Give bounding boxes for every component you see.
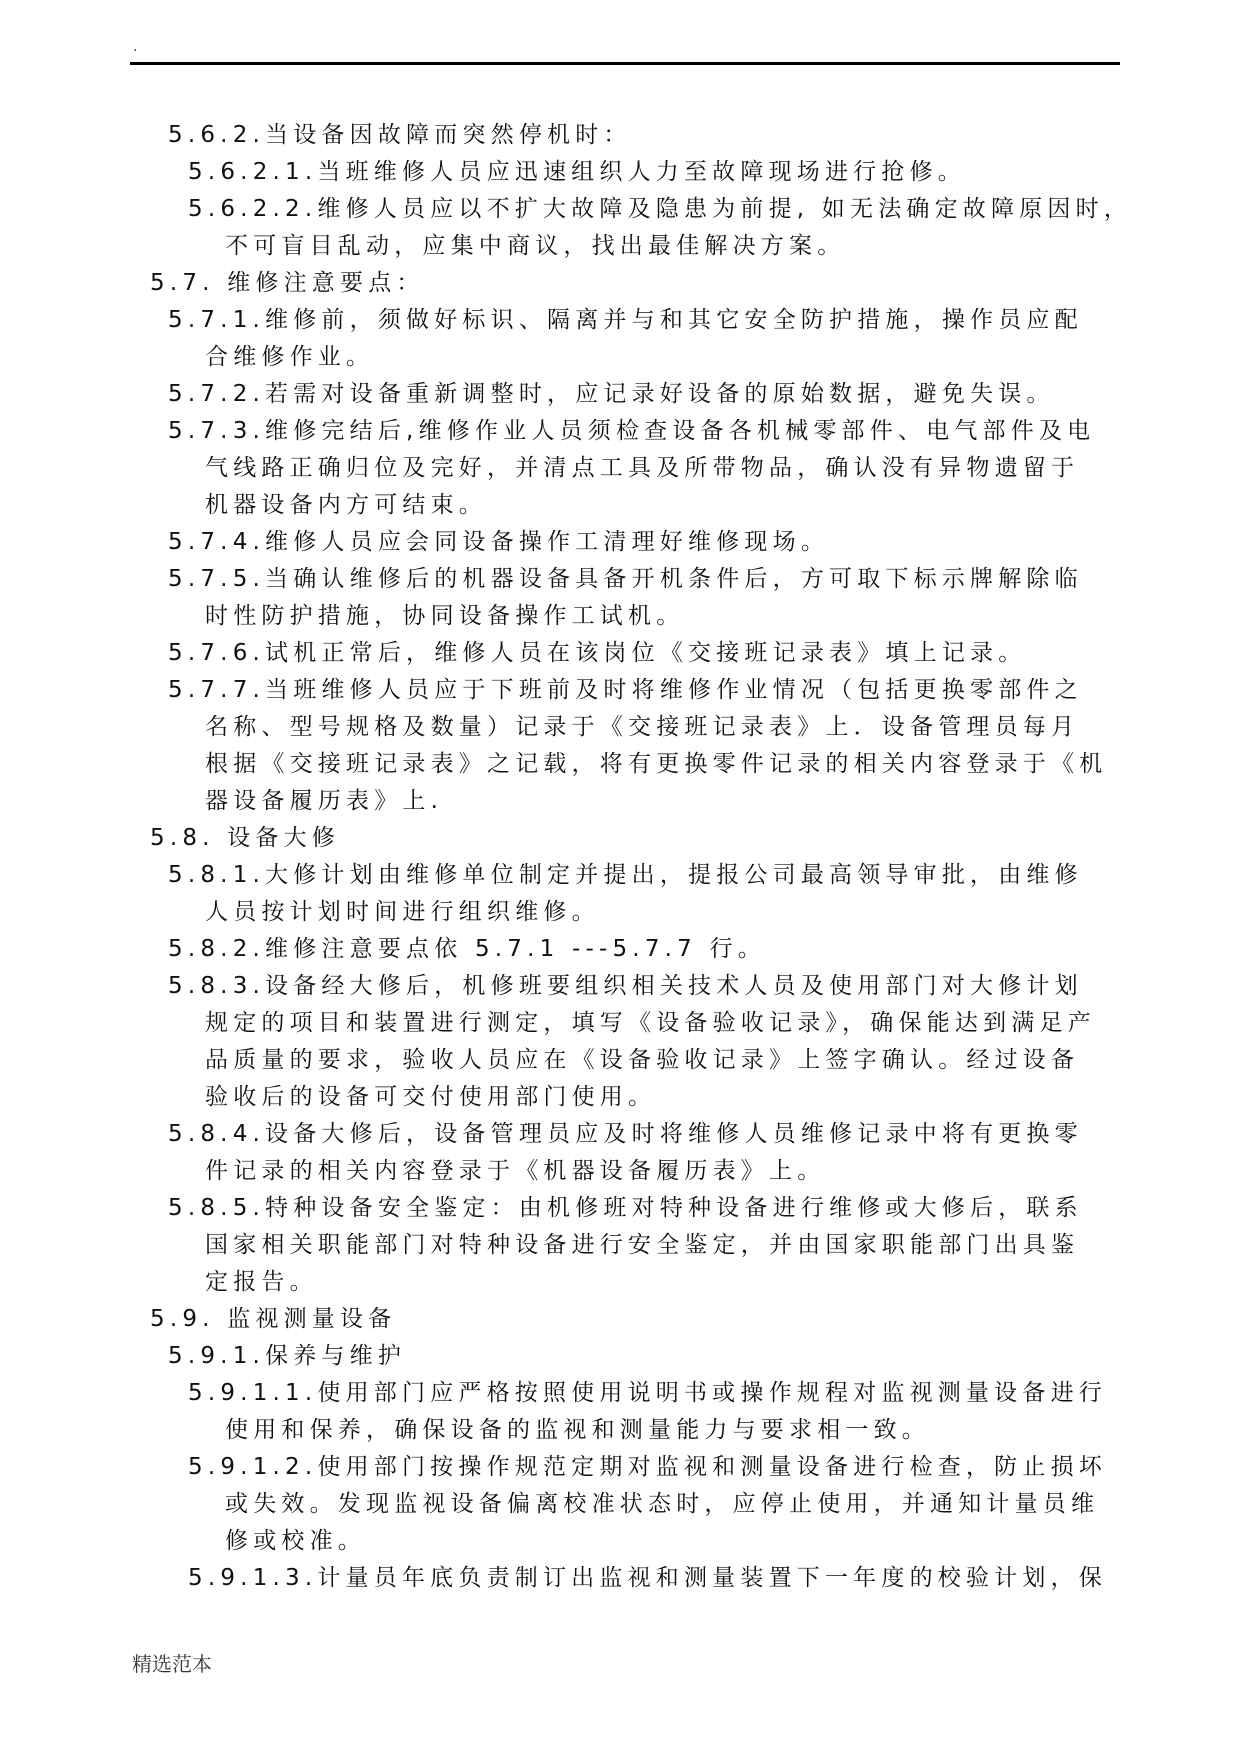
- line-5-9-1-1: 5.9.1.1.使用部门应严格按照使用说明书或操作规程对监视测量设备进行: [188, 1380, 1107, 1406]
- line-5-8-5-cont-1: 国家相关职能部门对特种设备进行安全鉴定，并由国家职能部门出具鉴: [205, 1232, 1080, 1258]
- line-5-7-1: 5.7.1.维修前，须做好标识、隔离并与和其它安全防护措施，操作员应配: [168, 307, 1083, 333]
- heading-5-9: 5.9. 监视测量设备: [150, 1306, 397, 1332]
- line-5-9-1-2-cont-1: 或失效。发现监视设备偏离校准状态时，应停止使用，并通知计量员维: [225, 1491, 1100, 1517]
- heading-5-7: 5.7. 维修注意要点：: [150, 270, 425, 296]
- line-5-7-7: 5.7.7.当班维修人员应于下班前及时将维修作业情况（包括更换零部件之: [168, 677, 1083, 703]
- line-5-8-4: 5.8.4.设备大修后，设备管理员应及时将维修人员维修记录中将有更换零: [168, 1121, 1083, 1147]
- line-5-7-3-cont-1: 气线路正确归位及完好，并清点工具及所带物品，确认没有异物遗留于: [205, 455, 1080, 481]
- line-5-9-1-2-cont-2: 修或校准。: [225, 1528, 366, 1554]
- heading-5-8: 5.8. 设备大修: [150, 825, 340, 851]
- footer-text: 精选范本: [132, 1652, 212, 1676]
- line-5-8-2: 5.8.2.维修注意要点依 5.7.1 ---5.7.7 行。: [168, 936, 766, 962]
- header-rule: [130, 62, 1120, 65]
- line-5-9-1-1-cont: 使用和保养，确保设备的监视和测量能力与要求相一致。: [225, 1417, 930, 1443]
- line-5-6-2-1: 5.6.2.1.当班维修人员应迅速组织人力至故障现场进行抢修。: [188, 159, 966, 185]
- line-5-7-6: 5.7.6.试机正常后，维修人员在该岗位《交接班记录表》填上记录。: [168, 640, 1027, 666]
- line-5-8-3: 5.8.3.设备经大修后，机修班要组织相关技术人员及使用部门对大修计划: [168, 973, 1083, 999]
- line-5-8-1-cont: 人员按计划时间进行组织维修。: [205, 899, 600, 925]
- line-5-7-2: 5.7.2.若需对设备重新调整时，应记录好设备的原始数据，避免失误。: [168, 381, 1055, 407]
- line-5-7-7-cont-1: 名称、型号规格及数量）记录于《交接班记录表》上．设备管理员每月: [205, 714, 1080, 740]
- line-5-8-3-cont-1: 规定的项目和装置进行测定，填写《设备验收记录》，确保能达到满足产: [205, 1010, 1096, 1036]
- line-5-6-2-2-cont: 不可盲目乱动，应集中商议，找出最佳解决方案。: [225, 233, 846, 259]
- line-5-7-4: 5.7.4.维修人员应会同设备操作工清理好维修现场。: [168, 529, 830, 555]
- line-5-9-1-3: 5.9.1.3.计量员年底负责制订出监视和测量装置下一年度的校验计划，保: [188, 1565, 1107, 1591]
- line-5-7-1-cont: 合维修作业。: [205, 344, 375, 370]
- line-5-7-7-cont-2: 根据《交接班记录表》之记载，将有更换零件记录的相关内容登录于《机: [205, 751, 1108, 777]
- line-5-7-5: 5.7.5.当确认维修后的机器设备具备开机条件后，方可取下标示牌解除临: [168, 566, 1083, 592]
- line-5-6-2: 5.6.2.当设备因故障而突然停机时：: [168, 122, 632, 148]
- line-5-8-3-cont-2: 品质量的要求，验收人员应在《设备验收记录》上签字确认。经过设备: [205, 1047, 1080, 1073]
- line-5-8-5-cont-2: 定报告。: [205, 1269, 318, 1295]
- line-5-8-3-cont-3: 验收后的设备可交付使用部门使用。: [205, 1084, 657, 1110]
- line-5-8-5: 5.8.5.特种设备安全鉴定：由机修班对特种设备进行维修或大修后，联系: [168, 1195, 1083, 1221]
- line-5-6-2-2: 5.6.2.2.维修人员应以不扩大故障及隐患为前提, 如无法确定故障原因时，: [188, 196, 1132, 222]
- header-mark: .: [133, 39, 138, 55]
- line-5-8-1: 5.8.1.大修计划由维修单位制定并提出，提报公司最高领导审批，由维修: [168, 862, 1083, 888]
- line-5-9-1-2: 5.9.1.2.使用部门按操作规范定期对监视和测量设备进行检查，防止损坏: [188, 1454, 1107, 1480]
- line-5-7-3-cont-2: 机器设备内方可结束。: [205, 492, 487, 518]
- line-5-7-7-cont-3: 器设备履历表》上.: [205, 788, 444, 814]
- line-5-7-5-cont: 时性防护措施，协同设备操作工试机。: [205, 603, 685, 629]
- line-5-8-4-cont: 件记录的相关内容登录于《机器设备履历表》上。: [205, 1158, 826, 1184]
- line-5-9-1: 5.9.1.保养与维护: [168, 1343, 407, 1369]
- line-5-7-3: 5.7.3.维修完结后,维修作业人员须检查设备各机械零部件、电气部件及电: [168, 418, 1096, 444]
